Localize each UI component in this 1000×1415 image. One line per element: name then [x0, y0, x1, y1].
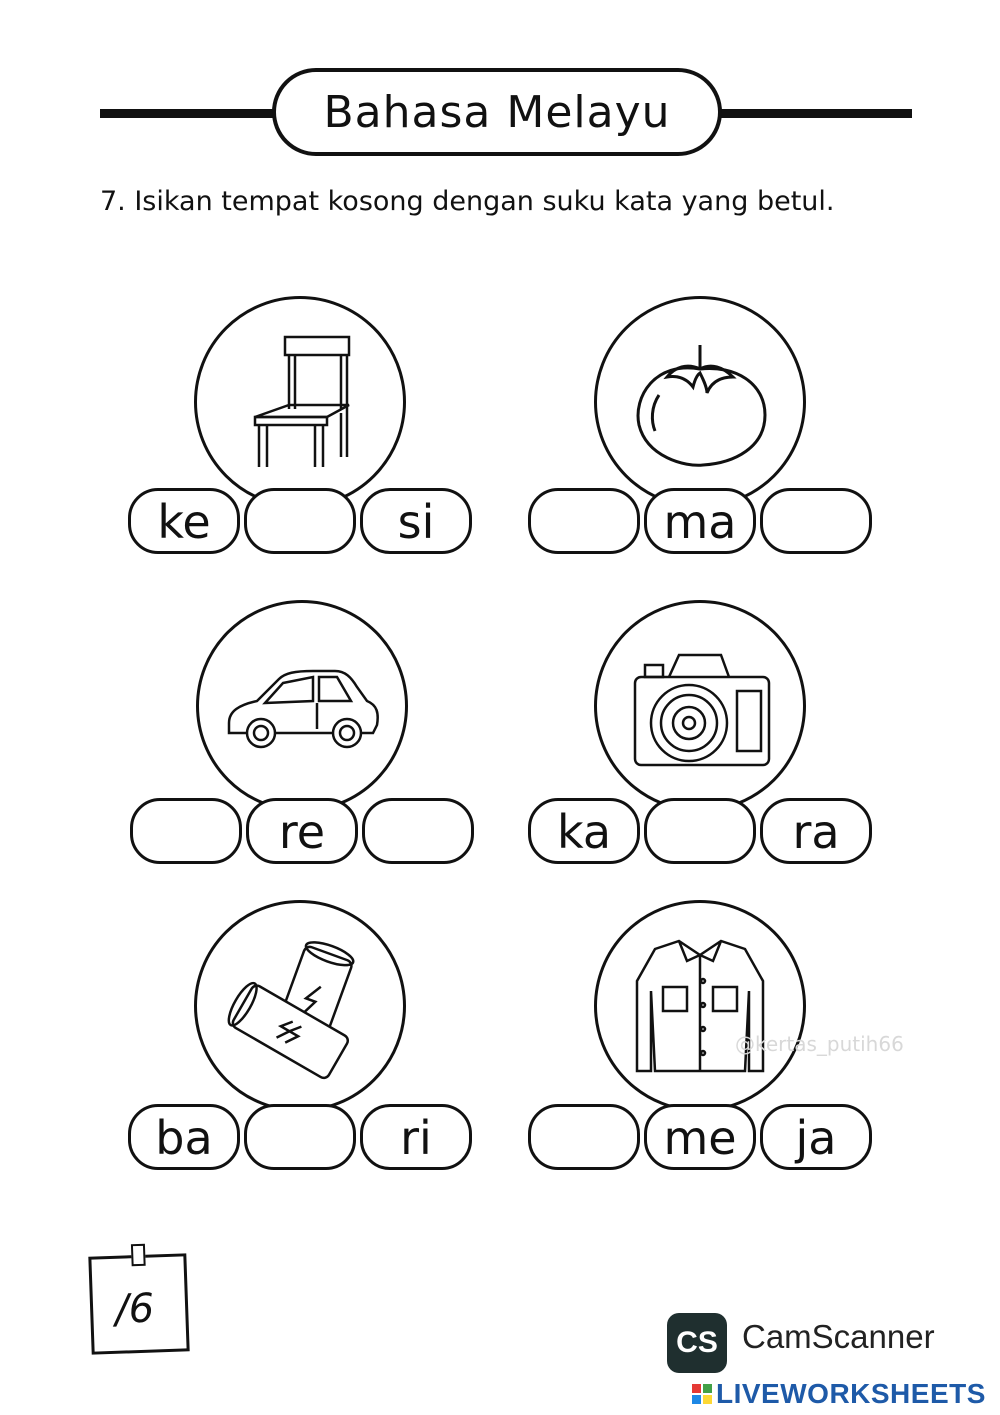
syllable-slot[interactable]	[528, 488, 640, 554]
syllable-slot[interactable]: ba	[128, 1104, 240, 1170]
picture-circle-5	[194, 900, 406, 1112]
tape-icon	[131, 1244, 146, 1266]
syllable-row-3	[130, 798, 474, 864]
picture-circle-3	[196, 600, 408, 812]
syllable-slot[interactable]	[130, 798, 242, 864]
page-title: Bahasa Melayu	[272, 68, 722, 156]
shirt-icon	[615, 921, 785, 1091]
picture-circle-1	[194, 296, 406, 508]
syllable-slot[interactable]	[244, 488, 356, 554]
syllable-slot[interactable]: ra	[760, 798, 872, 864]
syllable-slot[interactable]: ja	[760, 1104, 872, 1170]
score-text: /6	[114, 1285, 155, 1333]
syllable-slot[interactable]: si	[360, 488, 472, 554]
syllable-slot[interactable]	[528, 1104, 640, 1170]
instruction-text: 7. Isikan tempat kosong dengan suku kata yang betul.	[100, 186, 835, 217]
battery-icon	[215, 921, 385, 1091]
picture-circle-4	[594, 600, 806, 812]
syllable-slot[interactable]	[760, 488, 872, 554]
camscanner-name: CamScanner	[742, 1318, 935, 1355]
syllable-slot[interactable]	[362, 798, 474, 864]
liveworksheets-brand[interactable]	[692, 1378, 986, 1410]
picture-circle-2	[594, 296, 806, 508]
camscanner-logo: CS	[667, 1313, 727, 1373]
picture-circle-6	[594, 900, 806, 1112]
syllable-slot[interactable]: me	[644, 1104, 756, 1170]
syllable-slot[interactable]	[644, 798, 756, 864]
camera-icon	[615, 621, 785, 791]
syllable-slot[interactable]: ka	[528, 798, 640, 864]
syllable-slot[interactable]: ke	[128, 488, 240, 554]
syllable-slot[interactable]: ri	[360, 1104, 472, 1170]
lw-square-4	[703, 1395, 712, 1404]
lw-square-3	[692, 1395, 701, 1404]
syllable-row-2	[528, 488, 872, 554]
lw-square-1	[692, 1384, 701, 1393]
header-rule-left	[100, 109, 280, 118]
lw-square-2	[703, 1384, 712, 1393]
syllable-row-6	[528, 1104, 872, 1170]
score-note	[88, 1253, 189, 1354]
liveworksheets-label: LIVEWORKSHEETS	[716, 1378, 986, 1409]
syllable-slot[interactable]: re	[246, 798, 358, 864]
syllable-row-4	[528, 798, 872, 864]
syllable-row-5	[128, 1104, 472, 1170]
syllable-slot[interactable]: ma	[644, 488, 756, 554]
liveworksheets-icon	[692, 1384, 712, 1404]
watermark: @kertas_putih66	[735, 1032, 904, 1056]
tomato-icon	[615, 317, 785, 487]
syllable-row-1	[128, 488, 472, 554]
chair-icon	[215, 317, 385, 487]
syllable-slot[interactable]	[244, 1104, 356, 1170]
header-rule-right	[714, 109, 912, 118]
car-icon	[217, 621, 387, 791]
